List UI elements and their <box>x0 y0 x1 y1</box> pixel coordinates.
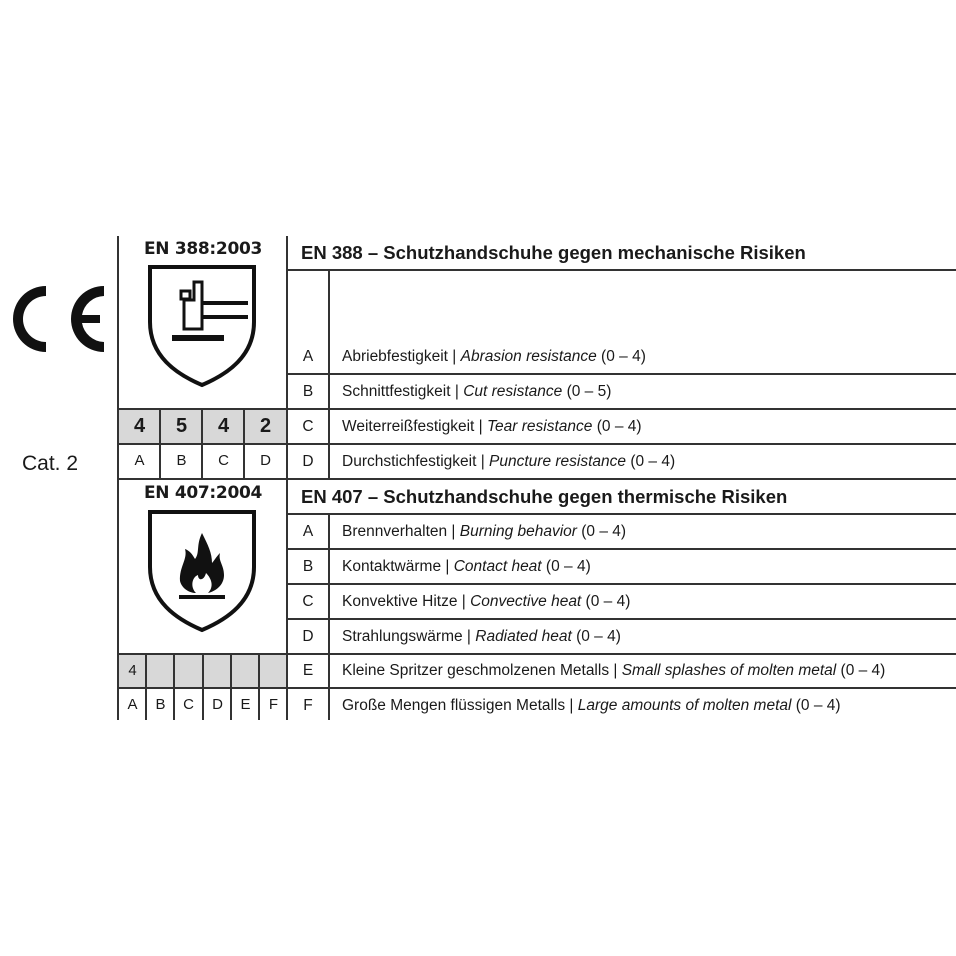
row-label-de: Schnittfestigkeit | <box>342 383 464 400</box>
en388-row-tear <box>342 410 642 444</box>
thermal-risk-flame-shield-icon <box>146 509 258 633</box>
en388-score-c: 4 <box>217 415 230 437</box>
en407-row-letter: A <box>302 523 314 540</box>
en388-section-title: EN 388 – Schutzhandschuhe gegen mechanische Risiken <box>301 242 806 263</box>
en388-score-letter: C <box>218 452 229 469</box>
en388-score-letter: A <box>134 452 145 469</box>
row-label-de: Konvektive Hitze | <box>342 593 471 610</box>
grid-line <box>287 269 956 271</box>
en407-letter-divider <box>328 514 330 720</box>
en388-row-letter: D <box>302 453 314 470</box>
en388-score-letter: D <box>260 452 271 469</box>
en407-score-a: 4 <box>128 662 137 679</box>
row-label-de: Abriebfestigkeit | <box>342 348 461 365</box>
row-label-en: Burning behavior <box>459 523 577 540</box>
en407-score-letter: B <box>155 696 166 713</box>
row-label-en: Radiated heat <box>475 628 572 645</box>
en388-row-abrasion <box>342 340 646 374</box>
en407-row-letter: F <box>303 697 313 714</box>
en388-row-letter: C <box>302 418 314 435</box>
en407-row-letter: C <box>302 593 314 610</box>
row-label-en: Convective heat <box>470 593 582 610</box>
row-label-en: Cut resistance <box>463 383 563 400</box>
row-range: (0 – 4) <box>592 418 642 435</box>
row-label-de: Durchstichfestigkeit | <box>342 453 490 470</box>
row-range: (0 – 4) <box>571 628 621 645</box>
row-label-en: Contact heat <box>453 558 542 575</box>
row-label-de: Weiterreißfestigkeit | <box>342 418 488 435</box>
en388-code: EN 388:2003 <box>143 239 263 259</box>
en407-row-letter: D <box>302 628 314 645</box>
row-label-de: Brennverhalten | <box>342 523 460 540</box>
ce-mark-icon <box>4 282 108 356</box>
row-label-en: Large amounts of molten metal <box>577 697 792 714</box>
en407-score-letter: C <box>183 696 194 713</box>
en407-row-convective-heat <box>342 585 630 619</box>
category-label: Cat. 2 <box>22 452 79 475</box>
row-range: (0 – 5) <box>562 383 612 400</box>
row-label-de: Kleine Spritzer geschmolzenen Metalls | <box>342 662 622 679</box>
en407-row-burning <box>342 515 626 549</box>
en407-score-letter: F <box>268 696 279 713</box>
en407-row-large-amounts <box>342 689 841 723</box>
en407-code: EN 407:2004 <box>143 483 263 503</box>
en388-row-cut <box>342 375 611 409</box>
en388-row-letter: A <box>302 348 314 365</box>
en407-section-title: EN 407 – Schutzhandschuhe gegen thermische Risiken <box>301 486 788 507</box>
row-label-de: Große Mengen flüssigen Metalls | <box>342 697 578 714</box>
en407-row-radiated-heat <box>342 620 621 654</box>
row-range: (0 – 4) <box>581 593 631 610</box>
row-label-de: Strahlungswärme | <box>342 628 476 645</box>
en388-row-puncture <box>342 445 675 479</box>
en407-score-letter: D <box>212 696 223 713</box>
row-label-de: Kontaktwärme | <box>342 558 454 575</box>
row-label-en: Small splashes of molten metal <box>621 662 837 679</box>
en407-row-contact-heat <box>342 550 591 584</box>
row-range: (0 – 4) <box>541 558 591 575</box>
en407-row-letter: E <box>302 662 314 679</box>
row-label-en: Puncture resistance <box>489 453 627 470</box>
en388-score-a: 4 <box>133 415 146 437</box>
row-range: (0 – 4) <box>836 662 886 679</box>
en407-row-small-splashes <box>342 654 885 688</box>
en388-score-letter: B <box>176 452 187 469</box>
en388-score-b: 5 <box>175 415 188 437</box>
en407-row-letter: B <box>302 558 314 575</box>
row-label-en: Abrasion resistance <box>460 348 597 365</box>
en407-score-letter: A <box>127 696 138 713</box>
en388-row-letter: B <box>302 383 314 400</box>
row-range: (0 – 4) <box>596 348 646 365</box>
en388-score-d: 2 <box>259 415 272 437</box>
row-range: (0 – 4) <box>576 523 627 540</box>
en407-score-letter: E <box>240 696 251 713</box>
row-range: (0 – 4) <box>626 453 676 470</box>
mechanical-risk-shield-icon <box>146 264 258 388</box>
row-label-en: Tear resistance <box>487 418 593 435</box>
row-range: (0 – 4) <box>791 697 841 714</box>
